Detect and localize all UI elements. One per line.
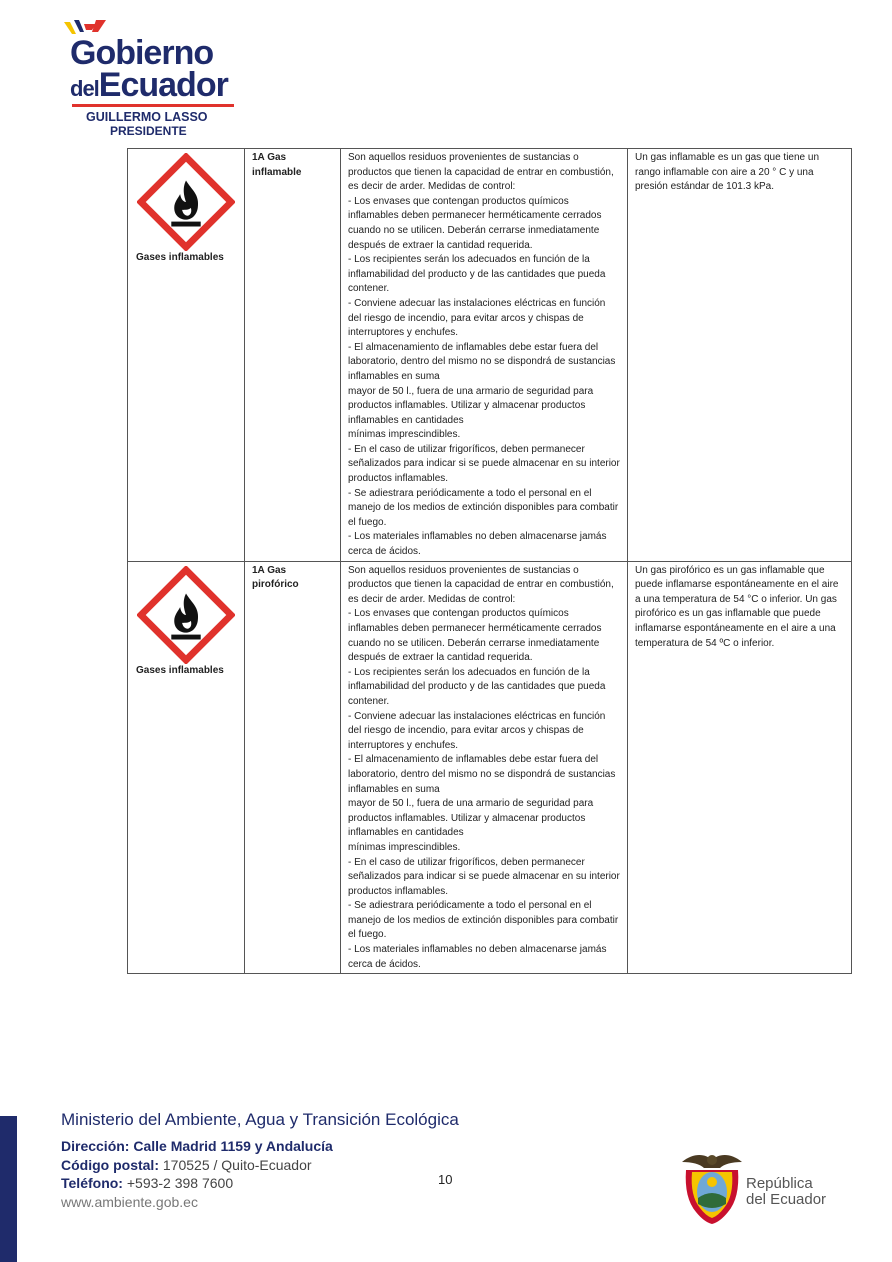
coat-of-arms-icon bbox=[676, 1148, 748, 1228]
postal-label: Código postal: bbox=[61, 1157, 159, 1173]
phone-value: +593-2 398 7600 bbox=[126, 1175, 234, 1191]
footer-side-bar bbox=[0, 1116, 17, 1262]
president-name: GUILLERMO LASSO bbox=[86, 110, 208, 124]
hazard-class-cell bbox=[245, 561, 341, 974]
logo-word-del-ecuador bbox=[70, 68, 228, 109]
footer-website[interactable]: www.ambiente.gob.ec bbox=[61, 1194, 198, 1210]
hazard-class: 1A Gas inflamable bbox=[252, 152, 302, 178]
republica-line1: República bbox=[746, 1175, 813, 1192]
hazard-class: 1A Gas pirofórico bbox=[252, 564, 299, 591]
pictogram-label: Gases inflamables bbox=[136, 664, 224, 676]
logo-word-gobierno: Gobierno bbox=[70, 34, 214, 72]
ministry-name: Ministerio del Ambiente, Agua y Transición Ecológica bbox=[61, 1110, 459, 1129]
table-row bbox=[128, 561, 852, 974]
hazard-class-cell bbox=[245, 149, 341, 562]
page-number: 10 bbox=[438, 1172, 453, 1187]
logo-underline bbox=[72, 104, 234, 107]
phone-label: Teléfono: bbox=[61, 1175, 123, 1191]
table-row bbox=[128, 149, 852, 562]
hazard-table bbox=[127, 148, 852, 974]
republica-del-ecuador bbox=[746, 1176, 826, 1208]
address-value: Calle Madrid 1159 y Andalucía bbox=[133, 1138, 333, 1154]
flammable-pictogram-icon bbox=[137, 153, 235, 251]
pictogram-label: Gases inflamables bbox=[136, 252, 224, 263]
footer-phone bbox=[61, 1175, 233, 1191]
definition-cell bbox=[628, 149, 852, 562]
logo-word-ecuador: Ecuador bbox=[98, 66, 228, 104]
president-title: PRESIDENTE bbox=[110, 124, 187, 138]
hazard-description: Son aquellos residuos provenientes de sustancias o productos que tienen la capacidad de entrar en combustión, es decir de arder. Medidas de control: - Los envases que contengan productos químicos inflamables deben permanecer herméticamente cerrados cuando no se utilicen. Deberán cerrarse inmediatamente después de extraer la cantidad requerida. - Los recipientes serán los adecuados en función de la inflamabilidad del producto y de las cantidades que pueda contener. - Conviene adecuar las instalaciones eléctricas en función del riesgo de incendio, para evitar arcos y chispas de interruptores y enchufes. - El almacenamiento de inflamables debe estar fuera del laboratorio, dentro del mismo no se dispondrá de sustancias inflamables en suma mayor de 50 l., fuera de una armario de seguridad para productos inflamables. Utilizar y almacenar productos inflamables en cantidades mínimas imprescindibles. - En el caso de utilizar frigoríficos, deben permanecer señalizados para indicar si se puede almacenar en su interior productos inflamables. - Se adiestrara periódicamente a todo el personal en el manejo de los medios de extinción disponibles para combatir el fuego. - Los materiales inflamables no deben almacenarse jamás cerca de ácidos. bbox=[348, 152, 620, 558]
gobierno-logo bbox=[62, 18, 262, 136]
definition-cell bbox=[628, 561, 852, 974]
address-label: Dirección: bbox=[61, 1138, 130, 1154]
footer-address bbox=[61, 1138, 333, 1154]
description-cell bbox=[341, 149, 628, 562]
pictogram-cell bbox=[128, 149, 245, 562]
republica-line2: del Ecuador bbox=[746, 1191, 827, 1208]
postal-value: 170525 / Quito-Ecuador bbox=[162, 1157, 312, 1173]
description-cell bbox=[341, 561, 628, 974]
flammable-pictogram-icon bbox=[137, 566, 235, 664]
pictogram-cell bbox=[128, 561, 245, 974]
logo-word-del: del bbox=[70, 76, 99, 101]
hazard-definition: Un gas pirofórico es un gas inflamable que puede inflamarse espontáneamente en el aire a una temperatura de 54 °C o inferior. Un gas pirofórico es un gas inflamable que puede inflamarse espontáneamente en el aire a una temperatura de 54 ºC o inferior. bbox=[635, 564, 839, 649]
hazard-definition: Un gas inflamable es un gas que tiene un rango inflamable con aire a 20 ° C y una presión estándar de 101.3 kPa. bbox=[635, 152, 820, 193]
footer-postal bbox=[61, 1157, 312, 1173]
hazard-description: Son aquellos residuos provenientes de sustancias o productos que tienen la capacidad de entrar en combustión, es decir de arder. Medidas de control: - Los envases que contengan productos químicos inflamables deben permanecer herméticamente cerrados cuando no se utilicen. Deberán cerrarse inmediatamente después de extraer la cantidad requerida. - Los recipientes serán los adecuados en función de la inflamabilidad del producto y de las cantidades que pueda contener. - Conviene adecuar las instalaciones eléctricas en función del riesgo de incendio, para evitar arcos y chispas de interruptores y enchufes. - El almacenamiento de inflamables debe estar fuera del laboratorio, dentro del mismo no se dispondrá de sustancias inflamables en suma mayor de 50 l., fuera de una armario de seguridad para productos inflamables. Utilizar y almacenar productos inflamables en cantidades mínimas imprescindibles. - En el caso de utilizar frigoríficos, deben permanecer señalizados para indicar si se puede almacenar en su interior productos inflamables. - Se adiestrara periódicamente a todo el personal en el manejo de los medios de extinción disponibles para combatir el fuego. - Los materiales inflamables no deben almacenarse jamás cerca de ácidos. bbox=[348, 564, 620, 970]
